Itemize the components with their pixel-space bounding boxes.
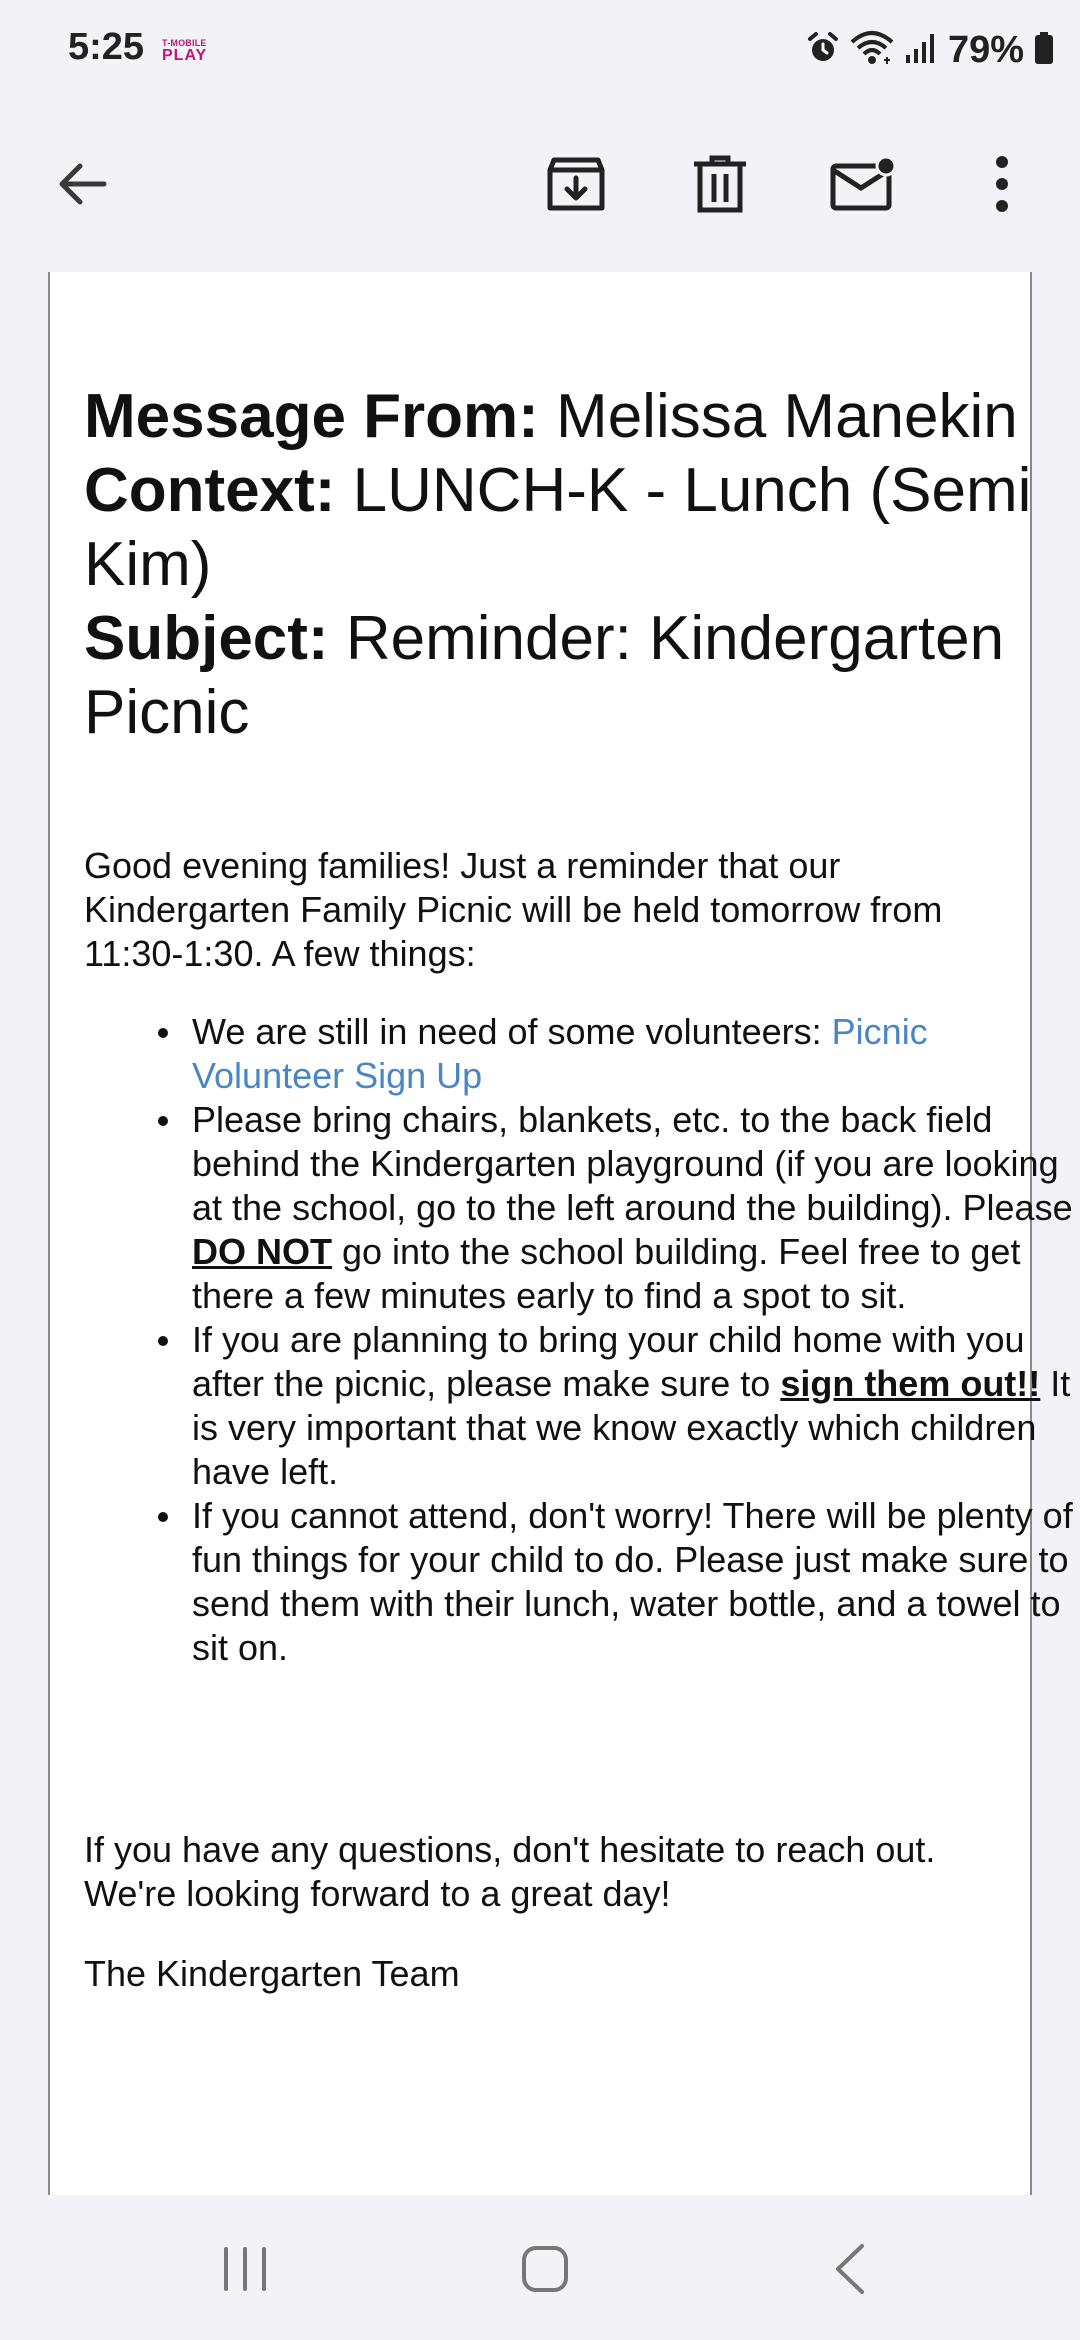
archive-button[interactable] xyxy=(526,136,626,236)
closing-paragraph: If you have any questions, don't hesitate to reach out. We're looking forward to a great day! xyxy=(84,1829,936,1914)
bullet-list xyxy=(84,1010,1078,1670)
volunteer-signup-link[interactable]: Picnic Volunteer Sign Up xyxy=(192,1011,928,1096)
alarm-icon xyxy=(806,31,840,70)
list-item: We are still in need of some volunteers: Picnic Volunteer Sign Up xyxy=(158,1010,1078,1098)
arrow-left-icon xyxy=(54,156,110,217)
home-icon xyxy=(520,2244,570,2299)
status-bar xyxy=(0,0,1080,100)
trash-icon xyxy=(692,154,748,219)
intro-paragraph: Good evening families! Just a reminder that our Kindergarten Family Picnic will be held tomorrow from 11:30-1:30. A few things: xyxy=(84,845,943,974)
status-icons xyxy=(806,26,1054,74)
more-options-button[interactable] xyxy=(952,136,1052,236)
system-nav-bar xyxy=(0,2195,1080,2340)
list-item: If you are planning to bring your child home with you after the picnic, please make sure to sign them out!! It is very important that we know exactly which children have left. xyxy=(158,1318,1078,1494)
from-line: Message From: Melissa Manekin xyxy=(84,382,1018,451)
home-button[interactable] xyxy=(500,2231,590,2311)
signal-icon xyxy=(904,31,938,70)
carrier-logo: T-MOBILE PLAY xyxy=(162,38,208,64)
context-line: Context: LUNCH-K - Lunch (Semi Kim) xyxy=(84,456,1032,599)
signature: The Kindergarten Team xyxy=(84,1953,460,1994)
more-vertical-icon xyxy=(992,156,1012,217)
battery-percent: 79% xyxy=(947,28,1024,71)
mark-unread-button[interactable] xyxy=(814,136,914,236)
recents-icon xyxy=(220,2245,270,2298)
recents-button[interactable] xyxy=(200,2231,290,2311)
mark-unread-icon xyxy=(830,156,898,217)
battery-icon xyxy=(1034,31,1054,70)
subject-line: Subject: Reminder: Kindergarten Picnic xyxy=(84,604,1005,747)
message-header xyxy=(84,380,1044,750)
list-item: Please bring chairs, blankets, etc. to the back field behind the Kindergarten playground (if you are looking at the school, go to the left around the building). Please DO NOT go into the school building. Feel free to get there a few minutes early to find a spot to sit. xyxy=(158,1098,1078,1318)
email-toolbar xyxy=(0,100,1080,272)
wifi-icon xyxy=(850,30,894,71)
email-body xyxy=(48,272,1073,2195)
archive-icon xyxy=(546,154,606,219)
nav-back-button[interactable] xyxy=(805,2231,895,2311)
status-time: 5:25 xyxy=(68,26,145,68)
nav-back-icon xyxy=(830,2242,870,2301)
list-item: If you cannot attend, don't worry! There will be plenty of fun things for your child to do. Please just make sure to send them with their lunch, water bottle, and a towel to sit on. xyxy=(158,1494,1078,1670)
back-button[interactable] xyxy=(32,136,132,236)
delete-button[interactable] xyxy=(670,136,770,236)
